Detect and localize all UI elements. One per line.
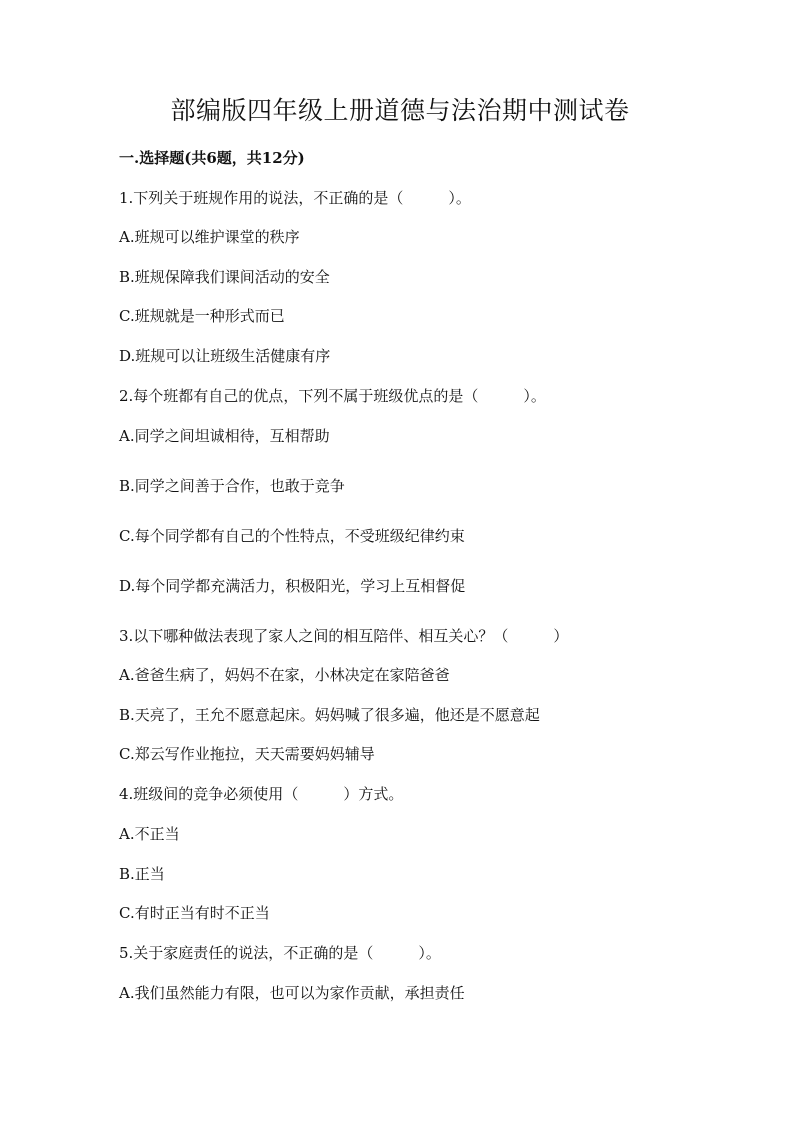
- question-2-option-c: C.每个同学都有自己的个性特点，不受班级纪律约束: [119, 527, 465, 545]
- question-4-option-c: C.有时正当有时不正当: [119, 904, 270, 922]
- question-1-stem: 1.下列关于班规作用的说法，不正确的是（ ）。: [119, 189, 471, 207]
- question-1-option-a: A.班规可以维护课堂的秩序: [119, 228, 300, 246]
- question-1-option-b: B.班规保障我们课间活动的安全: [119, 268, 330, 286]
- question-2-option-b: B.同学之间善于合作，也敢于竞争: [119, 477, 345, 495]
- question-4-option-a: A.不正当: [119, 825, 180, 843]
- question-3-option-c: C.郑云写作业拖拉，天天需要妈妈辅导: [119, 745, 375, 763]
- question-2-option-d: D.每个同学都充满活力，积极阳光，学习上互相督促: [119, 577, 466, 595]
- question-4-stem: 4.班级间的竞争必须使用（ ）方式。: [119, 785, 404, 803]
- question-2-option-a: A.同学之间坦诚相待，互相帮助: [119, 427, 330, 445]
- question-3-stem: 3.以下哪种做法表现了家人之间的相互陪伴、相互关心？（ ）: [119, 627, 569, 645]
- question-4-option-b: B.正当: [119, 865, 165, 883]
- question-5-option-a: A.我们虽然能力有限，也可以为家作贡献，承担责任: [119, 984, 465, 1002]
- section-heading: 一.选择题(共6题，共12分): [119, 149, 305, 167]
- page-title: 部编版四年级上册道德与法治期中测试卷: [170, 96, 630, 125]
- question-1-option-d: D.班规可以让班级生活健康有序: [119, 347, 331, 365]
- question-3-option-b: B.天亮了，王允不愿意起床。妈妈喊了很多遍，他还是不愿意起: [119, 706, 540, 724]
- question-5-stem: 5.关于家庭责任的说法，不正确的是（ ）。: [119, 944, 441, 962]
- question-2-stem: 2.每个班都有自己的优点，下列不属于班级优点的是（ ）。: [119, 387, 546, 405]
- question-3-option-a: A.爸爸生病了，妈妈不在家，小林决定在家陪爸爸: [119, 666, 450, 684]
- question-1-option-c: C.班规就是一种形式而已: [119, 307, 285, 325]
